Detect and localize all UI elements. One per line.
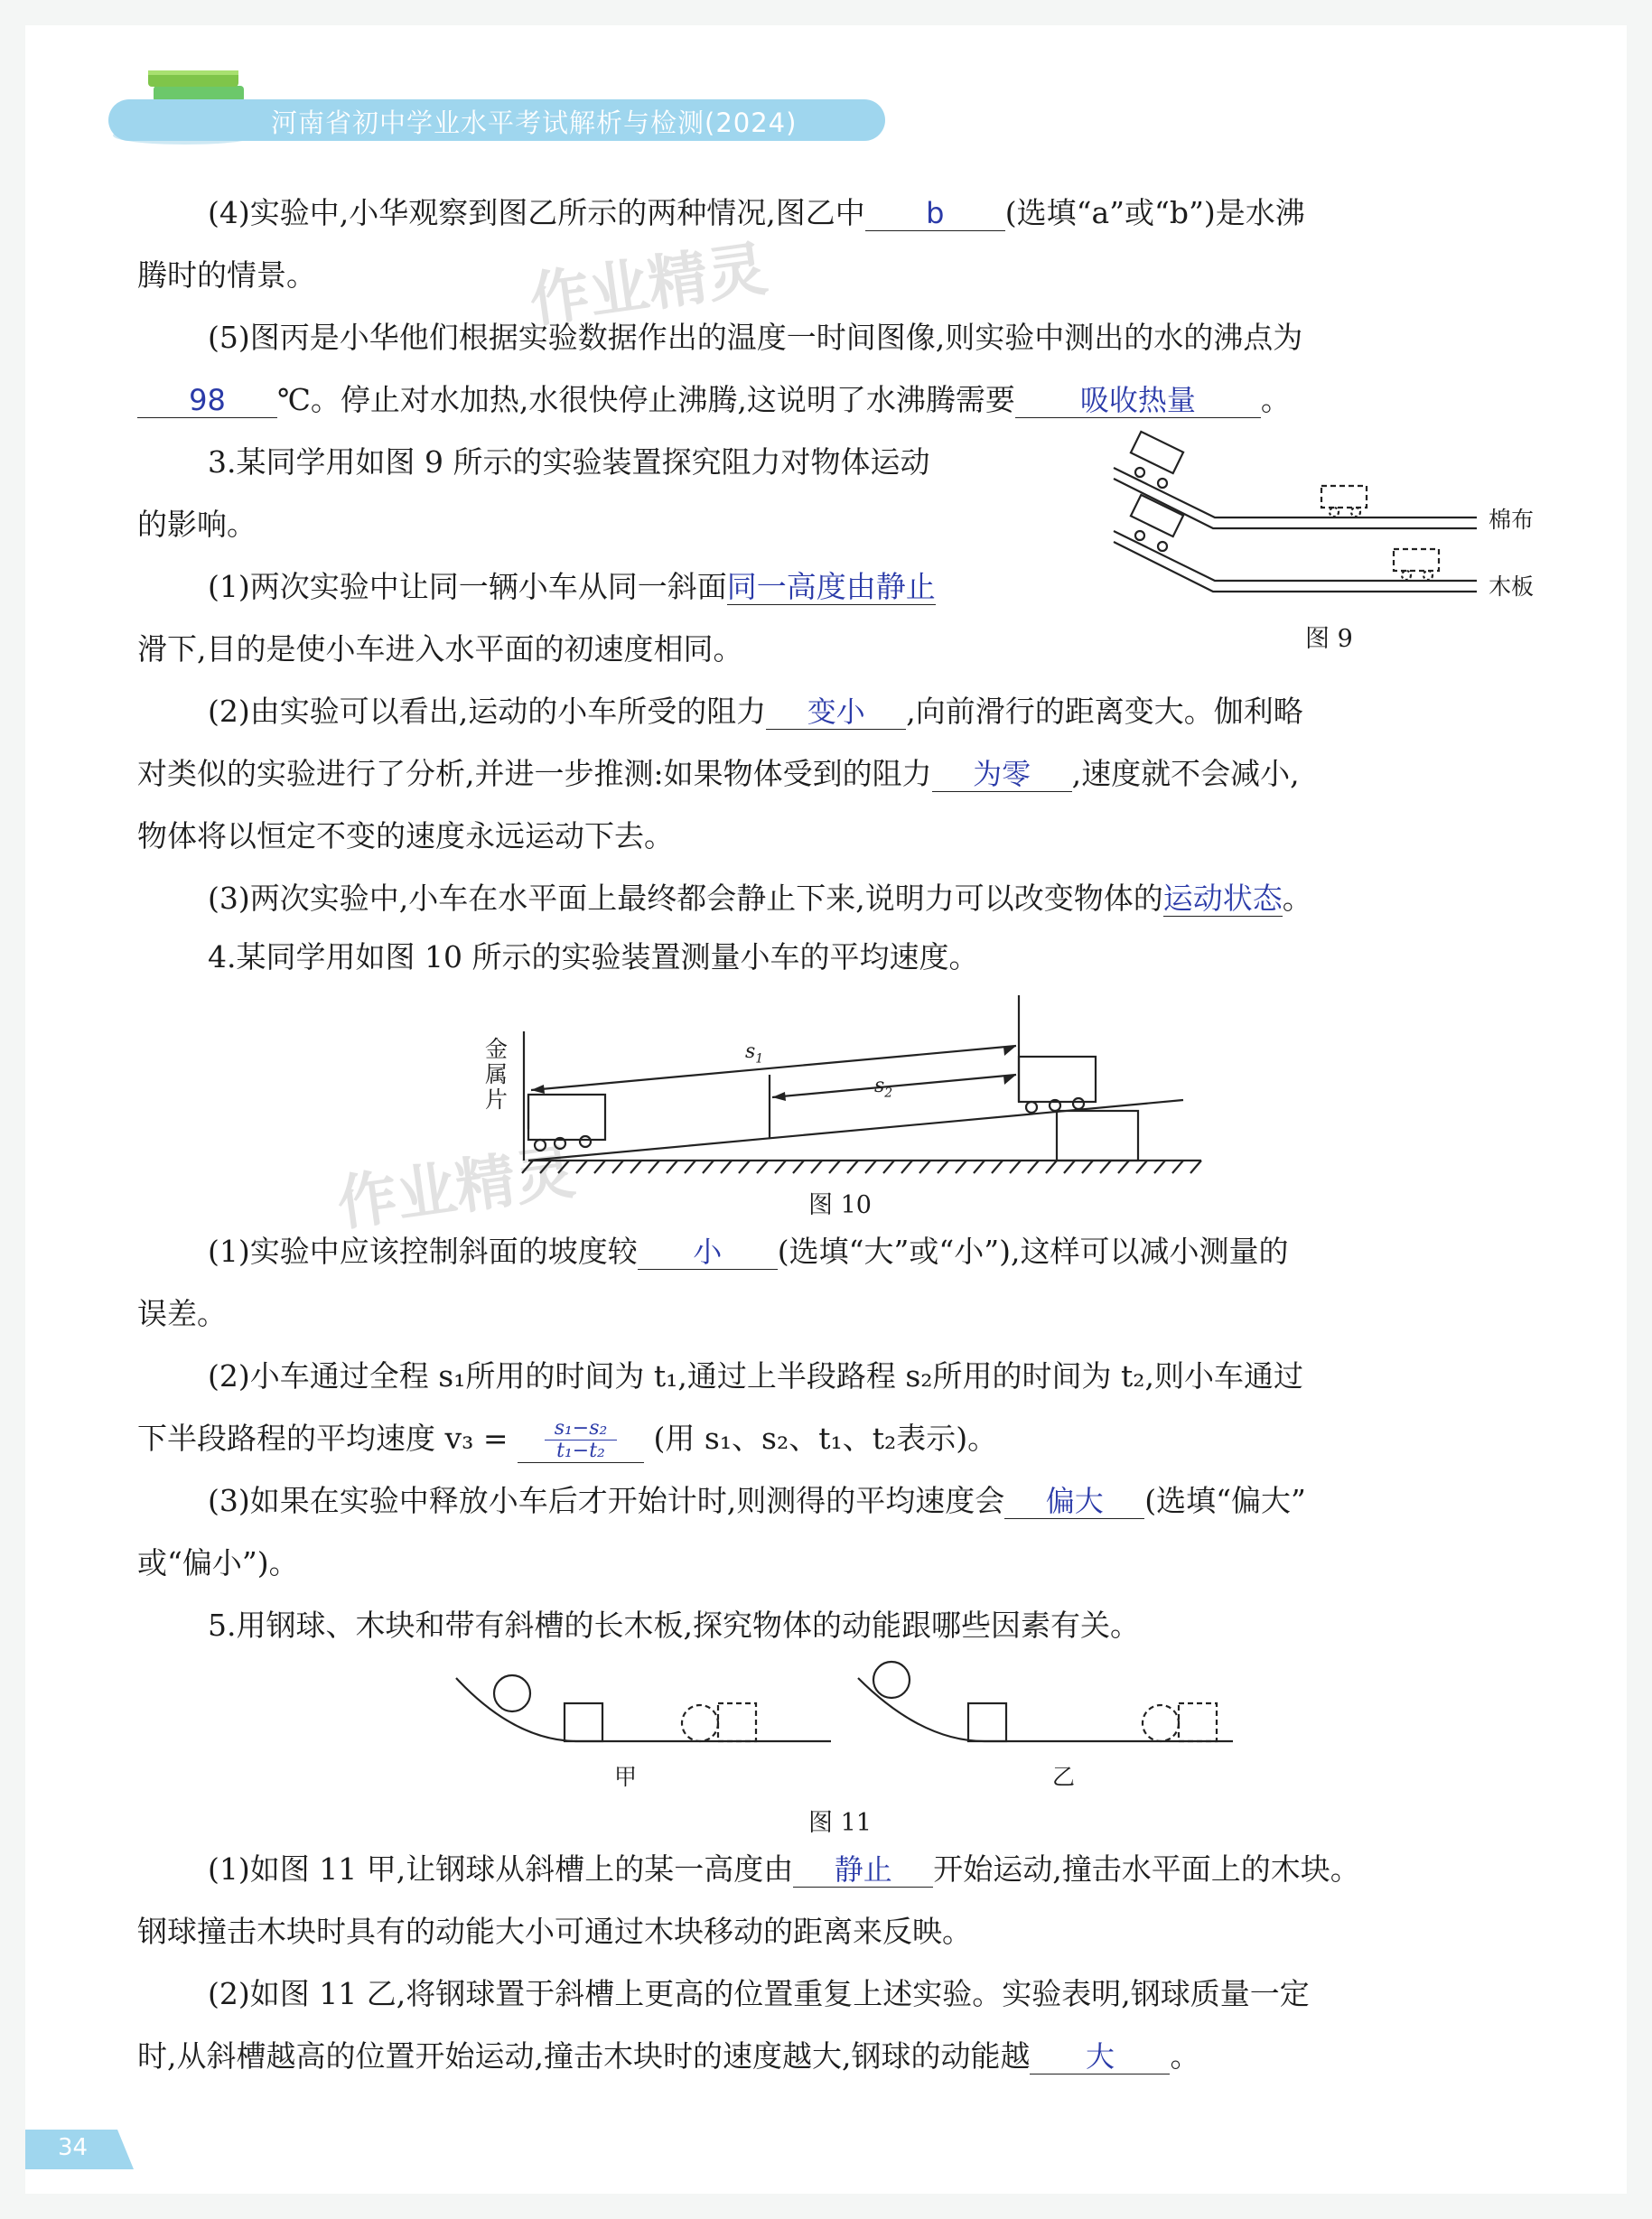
q2-p5-end: 。 [1260,382,1291,417]
q4-p2-line2-pre: 下半段路程的平均速度 v₃ = [137,1421,509,1456]
figure-10 [479,993,1219,1188]
q5-p1-line1 [208,1851,1360,1888]
q3-p1-line2: 滑下,目的是使小车进入水平面的初速度相同。 [137,631,743,667]
q3-p2-line3: 物体将以恒定不变的速度永远运动下去。 [137,818,674,853]
q2-p4-line1 [208,195,1305,231]
q3-p2-line1 [208,694,1303,730]
fraction-numerator: s₁−s₂ [545,1418,617,1440]
q5-p1-pre: (1)如图 11 甲,让钢球从斜槽上的某一高度由 [208,1851,794,1887]
header-banner [108,56,885,146]
q4-p1-answer: 小 [638,1235,778,1270]
q2-p5-answer2: 吸收热量 [1015,383,1261,418]
q4-p1-line2: 误差。 [137,1296,227,1331]
q3-stem-line2: 的影响。 [137,507,257,542]
s1-subscript: 1 [755,1051,764,1067]
plate-label-char: 属 [485,1061,509,1087]
q3-p2-mid: ,向前滑行的距离变大。伽利略 [906,694,1303,729]
q5-p2-end: 。 [1170,2038,1200,2074]
q3-p2-answer2: 为零 [932,757,1072,792]
q3-p2-pre: (2)由实验可以看出,运动的小车所受的阻力 [208,694,767,729]
watermark: 作业精灵 [332,1136,579,1239]
figure-9-label-board: 木板 [1489,573,1535,600]
page-number: 34 [58,2134,89,2161]
q4-stem: 4.某同学用如图 10 所示的实验装置测量小车的平均速度。 [208,939,979,974]
q3-p1-answer: 同一高度由静止 [726,569,936,604]
q3-p3-line [208,881,1312,917]
q4-p2-line2-post: (用 s₁、s₂、t₁、t₂表示)。 [653,1421,998,1456]
q5-p2-line1: (2)如图 11 乙,将钢球置于斜槽上更高的位置重复上述实验。实验表明,钢球质量一定 [208,1976,1310,2011]
q5-p1-line2: 钢球撞击木块时具有的动能大小可通过木块移动的距离来反映。 [137,1914,972,1949]
q5-p2-line2 [137,2038,1199,2074]
s2-subscript: 2 [884,1086,893,1101]
q4-p2-line2 [137,1418,997,1463]
q4-p3-answer: 偏大 [1004,1484,1144,1519]
q4-p3-post: (选填“偏大” [1144,1483,1306,1518]
q3-p2-line2-pre: 对类似的实验进行了分析,并进一步推测:如果物体受到的阻力 [137,756,932,791]
q3-p2-line2 [137,756,1300,792]
figure-11 [452,1660,1246,1768]
q3-p2-answer1: 变小 [766,695,906,730]
q4-p3-line2: 或“偏小”)。 [137,1545,299,1580]
figure-11-caption: 图 11 [808,1809,872,1837]
q5-p2-answer: 大 [1030,2039,1170,2074]
q4-p1-post: (选填“大”或“小”),这样可以减小测量的 [777,1234,1289,1269]
q5-p1-post: 开始运动,撞击水平面上的木块。 [933,1851,1360,1887]
q2-p5-mid: ℃。停止对水加热,水很快停止沸腾,这说明了水沸腾需要 [277,382,1015,417]
q2-p4-answer: b [865,196,1005,231]
figure-9 [1106,441,1558,648]
figure-9-caption: 图 9 [1305,625,1353,653]
figure-10-plate-label [485,1037,508,1113]
s1-symbol: s [745,1040,756,1063]
fraction-denominator: t₁−t₂ [556,1440,605,1462]
q3-p3-pre: (3)两次实验中,小车在水平面上最终都会静止下来,说明力可以改变物体的 [208,881,1163,916]
header-title: 河南省初中学业水平考试解析与检测(2024) [271,107,798,138]
q2-p4-pre: (4)实验中,小华观察到图乙所示的两种情况,图乙中 [208,195,865,230]
s2-symbol: s [874,1075,885,1097]
q3-p3-end: 。 [1282,881,1312,916]
q3-p2-line2-post: ,速度就不会减小, [1071,756,1300,791]
q3-p1-pre: (1)两次实验中让同一辆小车从同一斜面 [208,569,727,604]
q5-p2-pre: 时,从斜槽越高的位置开始运动,撞击木块时的速度越大,钢球的动能越 [137,2038,1031,2074]
q4-p1-line1 [208,1234,1288,1270]
q4-p2-line1: (2)小车通过全程 s₁所用的时间为 t₁,通过上半段路程 s₂所用的时间为 t₂,则小车通过 [208,1358,1303,1394]
figure-11-label-left: 甲 [614,1764,638,1790]
q4-p3-line1 [208,1483,1306,1519]
q5-stem: 5.用钢球、木块和带有斜槽的长木板,探究物体的动能跟哪些因素有关。 [208,1608,1140,1643]
q2-p5-answer1: 98 [137,383,277,418]
q2-p5-line1: (5)图丙是小华他们根据实验数据作出的温度一时间图像,则实验中测出的水的沸点为 [208,320,1303,355]
plate-label-char: 金 [485,1036,509,1062]
figure-11-label-right: 乙 [1052,1764,1076,1790]
plate-label-char: 片 [485,1086,509,1113]
q4-p3-pre: (3)如果在实验中释放小车后才开始计时,则测得的平均速度会 [208,1483,1005,1518]
q2-p4-line2: 腾时的情景。 [137,257,316,293]
watermark: 作业精灵 [525,233,771,336]
q3-p3-answer: 运动状态 [1162,881,1283,916]
q2-p4-post: (选填“a”或“b”)是水沸 [1004,195,1305,230]
figure-10-caption: 图 10 [808,1191,872,1219]
q3-p1-line1 [208,569,936,605]
figure-10-s1-label [745,1040,763,1066]
figure-9-label-cotton: 棉布 [1489,507,1535,533]
figure-10-s2-label [874,1075,892,1100]
q5-p1-answer: 静止 [793,1852,933,1888]
q2-p5-line2 [137,382,1291,418]
q4-p2-answer-fraction [518,1418,644,1463]
q3-stem-line1: 3.某同学用如图 9 所示的实验装置探究阻力对物体运动 [208,444,930,480]
q4-p1-pre: (1)实验中应该控制斜面的坡度较 [208,1234,638,1269]
